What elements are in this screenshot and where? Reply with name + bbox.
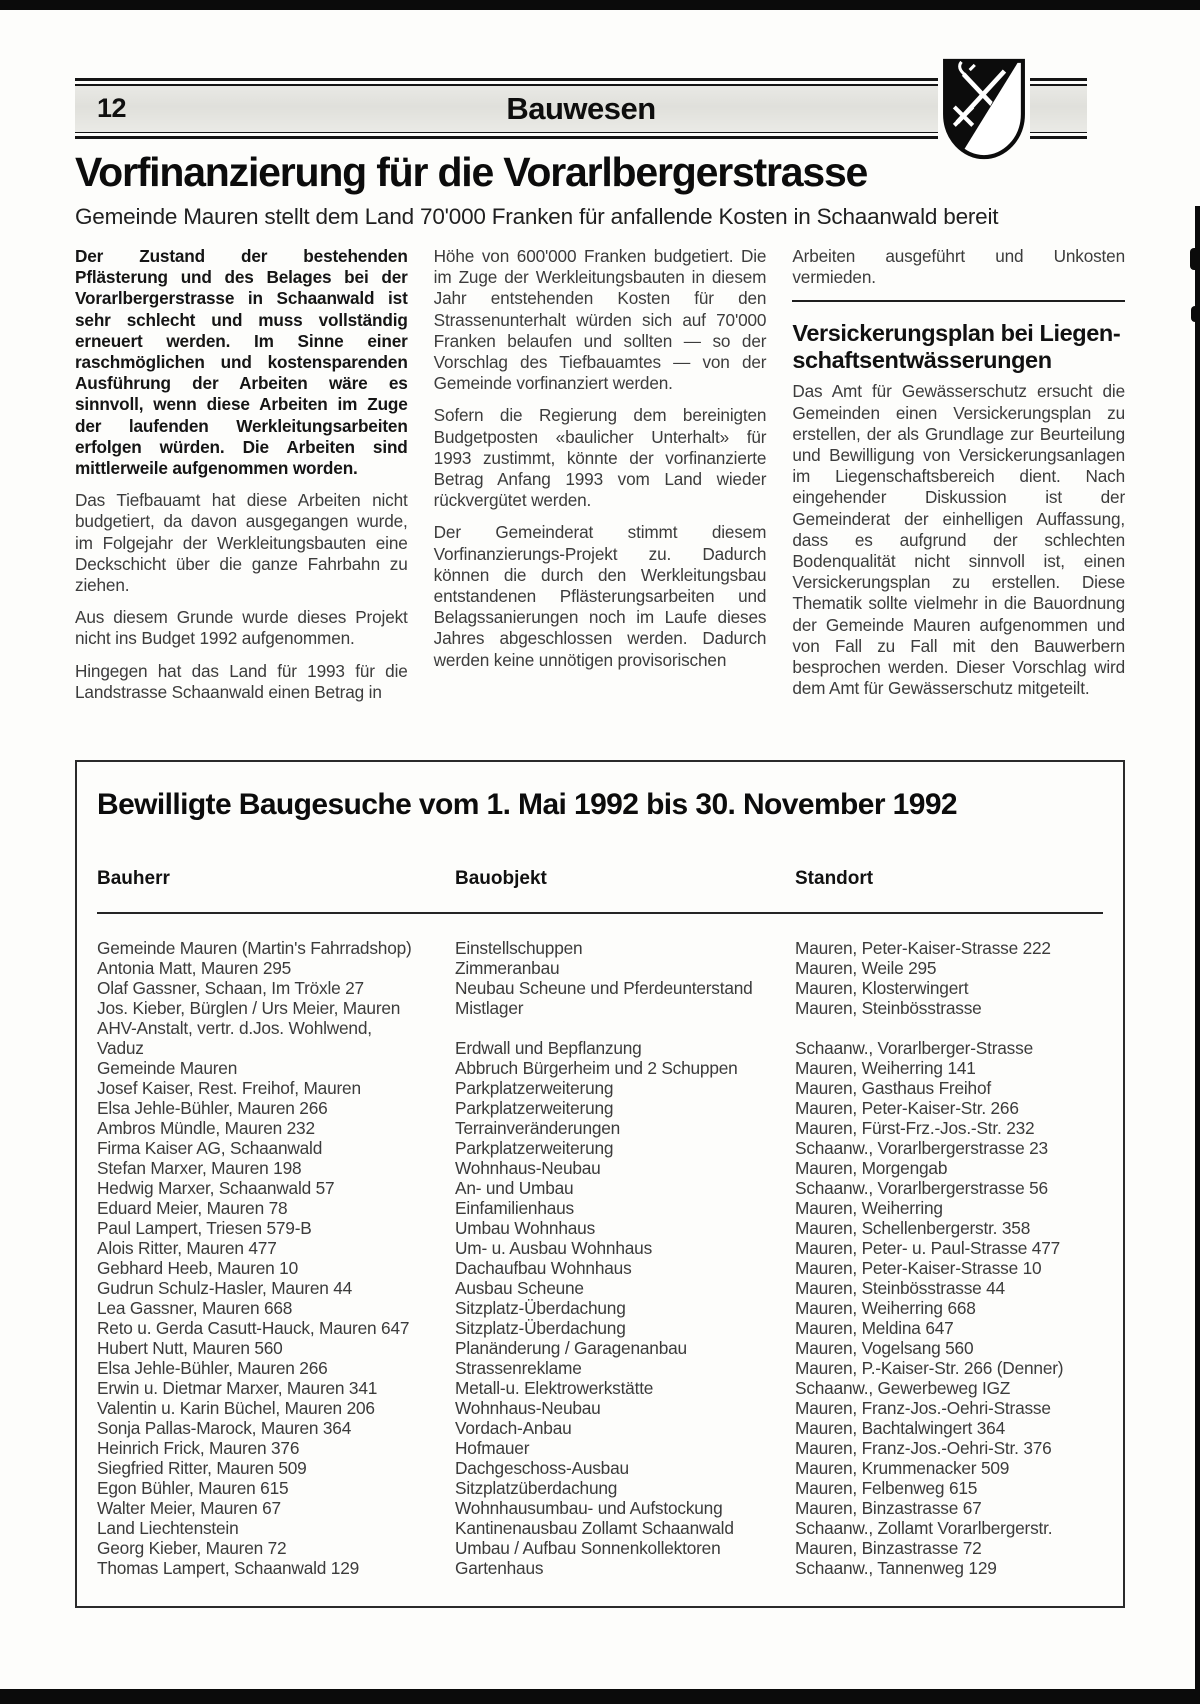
cell-standort: Schaanw., Vorarlberger-Strasse (795, 1038, 1033, 1058)
cell-standort: Mauren, Weiherring 668 (795, 1298, 976, 1318)
cell-bauherr: Vaduz (97, 1038, 144, 1058)
masthead (75, 78, 1087, 139)
cell-bauherr: Olaf Gassner, Schaan, Im Tröxle 27 (97, 978, 364, 998)
table-row (97, 1058, 1103, 1078)
cell-bauobjekt: Einstellschuppen (455, 938, 583, 958)
cell-standort: Mauren, Felbenweg 615 (795, 1478, 978, 1498)
building-permits-box (75, 760, 1125, 1608)
cell-standort: Mauren, Weile 295 (795, 958, 937, 978)
paragraph: Das Tiefbauamt hat diese Arbeiten nicht budgetiert, da davon ausgegangen wurde, im Folgejahr der Werkleitungsbauten eine Deckschicht über die ganze Fahrbahn zu ziehen. (75, 490, 408, 596)
paragraph: Sofern die Regierung dem bereinigten Budgetposten «baulicher Unterhalt» für 1993 zustimmt, könnte der vorfinanzierte Betrag Anfang 1993 vom Land wieder rückvergütet werden. (433, 405, 767, 511)
cell-bauherr: Gemeinde Mauren (Martin's Fahrradshop) (97, 938, 412, 958)
cell-standort: Mauren, Gasthaus Freihof (795, 1078, 991, 1098)
cell-bauherr: Valentin u. Karin Büchel, Mauren 206 (97, 1398, 375, 1418)
table-row (97, 1098, 1103, 1118)
cell-standort: Mauren, Franz-Jos.-Oehri-Str. 376 (795, 1438, 1052, 1458)
cell-bauherr: AHV-Anstalt, vertr. d.Jos. Wohlwend, (97, 1018, 372, 1038)
table-header-row (97, 868, 1103, 913)
mauren-crest-icon (938, 56, 1030, 162)
cell-bauherr: Elsa Jehle-Bühler, Mauren 266 (97, 1358, 328, 1378)
table-row (97, 1018, 1103, 1038)
permits-title: Bewilligte Baugesuche vom 1. Mai 1992 bis 30. November 1992 (97, 788, 957, 821)
cell-bauobjekt: An- und Umbau (455, 1178, 574, 1198)
cell-bauherr: Thomas Lampert, Schaanwald 129 (97, 1558, 360, 1578)
cell-standort: Mauren, Klosterwingert (795, 978, 969, 998)
table-row (97, 1258, 1103, 1278)
cell-standort: Mauren, Peter-Kaiser-Strasse 10 (795, 1258, 1042, 1278)
cell-bauherr: Antonia Matt, Mauren 295 (97, 958, 292, 978)
permits-table (97, 868, 1103, 1578)
column-header-bauherr: Bauherr (97, 868, 455, 913)
paragraph: Hingegen hat das Land für 1993 für die Landstrasse Schaanwald einen Betrag in (75, 660, 408, 702)
second-article-title: Versickerungsplan bei Liegen- schaftsentwässerungen (792, 320, 1121, 374)
cell-bauherr: Jos. Kieber, Bürglen / Urs Meier, Mauren (97, 998, 401, 1018)
cell-bauherr: Paul Lampert, Triesen 579-B (97, 1218, 312, 1238)
cell-standort: Schaanw., Gewerbeweg IGZ (795, 1378, 1011, 1398)
cell-bauobjekt: Terrainveränderungen (455, 1118, 621, 1138)
cell-standort (795, 1018, 1103, 1038)
cell-standort: Mauren, Steinbösstrasse (795, 998, 982, 1018)
cell-bauherr: Eduard Meier, Mauren 78 (97, 1198, 288, 1218)
table-row (97, 1218, 1103, 1238)
table-row (97, 1478, 1103, 1498)
table-row (97, 1378, 1103, 1398)
cell-standort: Mauren, Bachtalwingert 364 (795, 1418, 1005, 1438)
cell-bauobjekt: Strassenreklame (455, 1358, 582, 1378)
cell-standort: Schaanw., Tannenweg 129 (795, 1558, 997, 1578)
table-row (97, 1118, 1103, 1138)
cell-standort: Mauren, Meldina 647 (795, 1318, 954, 1338)
cell-standort: Mauren, Franz-Jos.-Oehri-Strasse (795, 1398, 1051, 1418)
table-row (97, 1438, 1103, 1458)
table-row (97, 1298, 1103, 1318)
cell-bauobjekt: Ausbau Scheune (455, 1278, 584, 1298)
scan-bottom-bar (0, 1689, 1200, 1704)
table-row (97, 1278, 1103, 1298)
cell-bauobjekt: Dachgeschoss-Ausbau (455, 1458, 629, 1478)
scan-edge-artifact (1191, 306, 1198, 322)
table-row (97, 978, 1103, 998)
cell-bauobjekt (455, 1018, 795, 1038)
cell-standort: Mauren, Binzastrasse 67 (795, 1498, 982, 1518)
cell-bauobjekt: Wohnhaus-Neubau (455, 1398, 601, 1418)
cell-bauobjekt: Parkplatzerweiterung (455, 1138, 614, 1158)
paragraph: Der Gemeinderat stimmt diesem Vorfinanzierungs-Projekt zu. Dadurch können die durch den Werkleitungsbau entstandenen Pflästerungsarbeiten und Belagssanierungen noch im Laufe dieses Jahres abgeschlossen werden. Dadurch werden keine unnötigen provisorischen (433, 522, 767, 670)
column-divider (792, 300, 1125, 302)
cell-bauherr: Alois Ritter, Mauren 477 (97, 1238, 277, 1258)
column-header-standort: Standort (795, 868, 1103, 913)
cell-standort: Mauren, Weiherring (795, 1198, 943, 1218)
column-header-bauobjekt: Bauobjekt (455, 868, 795, 913)
cell-bauobjekt: Mistlager (455, 998, 524, 1018)
table-row (97, 1198, 1103, 1218)
cell-standort: Mauren, Peter-Kaiser-Strasse 222 (795, 938, 1051, 958)
scan-top-bar (0, 0, 1200, 10)
cell-bauobjekt: Sitzplatzüberdachung (455, 1478, 618, 1498)
cell-standort: Mauren, Steinbösstrasse 44 (795, 1278, 1005, 1298)
cell-bauobjekt: Planänderung / Garagenanbau (455, 1338, 687, 1358)
paragraph: Aus diesem Grunde wurde dieses Projekt nicht ins Budget 1992 aufgenommen. (75, 607, 408, 649)
table-row (97, 1358, 1103, 1378)
cell-bauherr: Heinrich Frick, Mauren 376 (97, 1438, 300, 1458)
table-row (97, 1458, 1103, 1478)
cell-bauobjekt: Vordach-Anbau (455, 1418, 572, 1438)
cell-bauobjekt: Umbau Wohnhaus (455, 1218, 596, 1238)
article-column-3 (792, 246, 1125, 714)
article-columns (75, 246, 1125, 714)
table-row (97, 1158, 1103, 1178)
lead-article (75, 150, 1125, 714)
cell-bauobjekt: Abbruch Bürgerheim und 2 Schuppen (455, 1058, 738, 1078)
table-row (97, 1538, 1103, 1558)
table-row (97, 1078, 1103, 1098)
table-row (97, 1418, 1103, 1438)
cell-standort: Schaanw., Zollamt Vorarlbergerstr. (795, 1518, 1053, 1538)
cell-bauherr: Gebhard Heeb, Mauren 10 (97, 1258, 298, 1278)
paragraph: Das Amt für Gewässerschutz ersucht die Gemeinden einen Versickerungsplan zu erstellen, der als Grundlage zur Beurteilung und Bewilligung von Versickerungsanlagen im Liegenschaftsbereich dient. Nach eingehender Diskussion ist der Gemeinderat der einhelligen Auffassung, dass es aufgrund der schlechten Bodenqualität nicht sinnvoll ist, einen Versickerungsplan zu erstellen. Diese Thematik sollte vielmehr in die Bauordnung der Gemeinde Mauren aufgenommen und von Fall zu Fall mit den Bauwerbern besprochen werden. Dieser Vorschlag wird dem Amt für Gewässerschutz mitgeteilt. (792, 381, 1126, 699)
cell-bauobjekt: Gartenhaus (455, 1558, 544, 1578)
article-column-2 (434, 246, 767, 714)
cell-bauobjekt: Wohnhausumbau- und Aufstockung (455, 1498, 723, 1518)
cell-bauherr: Firma Kaiser AG, Schaanwald (97, 1138, 323, 1158)
cell-bauherr: Land Liechtenstein (97, 1518, 239, 1538)
cell-bauherr: Siegfried Ritter, Mauren 509 (97, 1458, 307, 1478)
cell-bauherr: Erwin u. Dietmar Marxer, Mauren 341 (97, 1378, 378, 1398)
cell-bauobjekt: Sitzplatz-Überdachung (455, 1318, 626, 1338)
cell-bauobjekt: Sitzplatz-Überdachung (455, 1298, 626, 1318)
table-row (97, 1338, 1103, 1358)
cell-bauherr: Walter Meier, Mauren 67 (97, 1498, 281, 1518)
cell-standort: Mauren, Schellenbergerstr. 358 (795, 1218, 1031, 1238)
cell-bauherr: Elsa Jehle-Bühler, Mauren 266 (97, 1098, 328, 1118)
cell-standort: Mauren, Krummenacker 509 (795, 1458, 1010, 1478)
cell-standort: Mauren, Fürst-Frz.-Jos.-Str. 232 (795, 1118, 1035, 1138)
lead-paragraph: Der Zustand der bestehenden Pflästerung und des Belages bei der Vorarlbergerstrasse in Schaanwald ist sehr schlecht und muss vollständig erneuert werden. Im Sinne einer raschmöglichen und kostensparenden Ausführung der Arbeiten wäre es sinnvoll, wenn diese Arbeiten im Zuge der laufenden Werkleitungsarbeiten erfolgen würden. Die Arbeiten sind mittlerweile aufgenommen worden. (75, 246, 408, 479)
permits-table-body (97, 913, 1103, 1578)
table-row (97, 1178, 1103, 1198)
article-subtitle: Gemeinde Mauren stellt dem Land 70'000 Franken für anfallende Kosten in Schaanwald bereit (75, 204, 999, 229)
cell-standort: Schaanw., Vorarlbergerstrasse 23 (795, 1138, 1048, 1158)
cell-bauobjekt: Hofmauer (455, 1438, 530, 1458)
cell-bauobjekt: Wohnhaus-Neubau (455, 1158, 601, 1178)
cell-bauobjekt: Zimmeranbau (455, 958, 560, 978)
cell-standort: Mauren, Vogelsang 560 (795, 1338, 974, 1358)
cell-bauobjekt: Kantinenausbau Zollamt Schaanwald (455, 1518, 734, 1538)
masthead-rule (75, 136, 1087, 139)
cell-bauherr: Hedwig Marxer, Schaanwald 57 (97, 1178, 335, 1198)
cell-standort: Mauren, Morgengab (795, 1158, 948, 1178)
table-row (97, 1398, 1103, 1418)
cell-bauherr: Ambros Mündle, Mauren 232 (97, 1118, 315, 1138)
section-title: Bauwesen (506, 90, 656, 126)
cell-bauobjekt: Umbau / Aufbau Sonnenkollektoren (455, 1538, 721, 1558)
cell-standort: Mauren, Peter-Kaiser-Str. 266 (795, 1098, 1019, 1118)
cell-bauherr: Stefan Marxer, Mauren 198 (97, 1158, 302, 1178)
cell-bauherr: Gemeinde Mauren (97, 1058, 238, 1078)
cell-bauherr: Josef Kaiser, Rest. Freihof, Mauren (97, 1078, 361, 1098)
paragraph: Höhe von 600'000 Franken budgetiert. Die im Zuge der Werkleitungsbauten in diesem Jahr entstehenden Kosten für den Strassenunterhalt würden sich auf 70'000 Franken belaufen und sollten — so der Vorschlag des Tiefbauamtes — von der Gemeinde vorfinanziert werden. (433, 246, 767, 394)
table-row (97, 958, 1103, 978)
table-row (97, 1038, 1103, 1058)
article-title: Vorfinanzierung für die Vorarlbergerstrasse (75, 149, 868, 195)
cell-bauobjekt: Parkplatzerweiterung (455, 1098, 614, 1118)
table-row (97, 998, 1103, 1018)
cell-standort: Mauren, Binzastrasse 72 (795, 1538, 982, 1558)
cell-bauherr: Egon Bühler, Mauren 615 (97, 1478, 289, 1498)
cell-bauobjekt: Parkplatzerweiterung (455, 1078, 614, 1098)
table-row (97, 1238, 1103, 1258)
cell-bauobjekt: Um- u. Ausbau Wohnhaus (455, 1238, 653, 1258)
cell-standort: Mauren, P.-Kaiser-Str. 266 (Denner) (795, 1358, 1064, 1378)
table-row (97, 1518, 1103, 1538)
cell-bauherr: Hubert Nutt, Mauren 560 (97, 1338, 283, 1358)
cell-bauobjekt: Metall-u. Elektrowerkstätte (455, 1378, 654, 1398)
table-row (97, 1498, 1103, 1518)
cell-bauherr: Reto u. Gerda Casutt-Hauck, Mauren 647 (97, 1318, 410, 1338)
page-number: 12 (97, 93, 127, 123)
table-row (97, 913, 1103, 958)
scan-right-edge (1195, 206, 1200, 1689)
paragraph: Arbeiten ausgeführt und Unkosten vermieden. (792, 246, 1126, 288)
cell-bauobjekt: Einfamilienhaus (455, 1198, 574, 1218)
masthead-bar (75, 86, 1087, 132)
scan-edge-artifact (1190, 248, 1198, 270)
cell-bauherr: Sonja Pallas-Marock, Mauren 364 (97, 1418, 352, 1438)
cell-standort: Mauren, Peter- u. Paul-Strasse 477 (795, 1238, 1061, 1258)
cell-bauobjekt: Dachaufbau Wohnhaus (455, 1258, 632, 1278)
table-row (97, 1318, 1103, 1338)
table-row (97, 1138, 1103, 1158)
cell-bauobjekt: Neubau Scheune und Pferdeunterstand (455, 978, 753, 998)
cell-bauherr: Lea Gassner, Mauren 668 (97, 1298, 293, 1318)
cell-standort: Mauren, Weiherring 141 (795, 1058, 976, 1078)
article-column-1 (75, 246, 408, 714)
cell-standort: Schaanw., Vorarlbergerstrasse 56 (795, 1178, 1048, 1198)
cell-bauherr: Gudrun Schulz-Hasler, Mauren 44 (97, 1278, 353, 1298)
table-row (97, 1558, 1103, 1578)
cell-bauobjekt: Erdwall und Bepflanzung (455, 1038, 642, 1058)
cell-bauherr: Georg Kieber, Mauren 72 (97, 1538, 287, 1558)
